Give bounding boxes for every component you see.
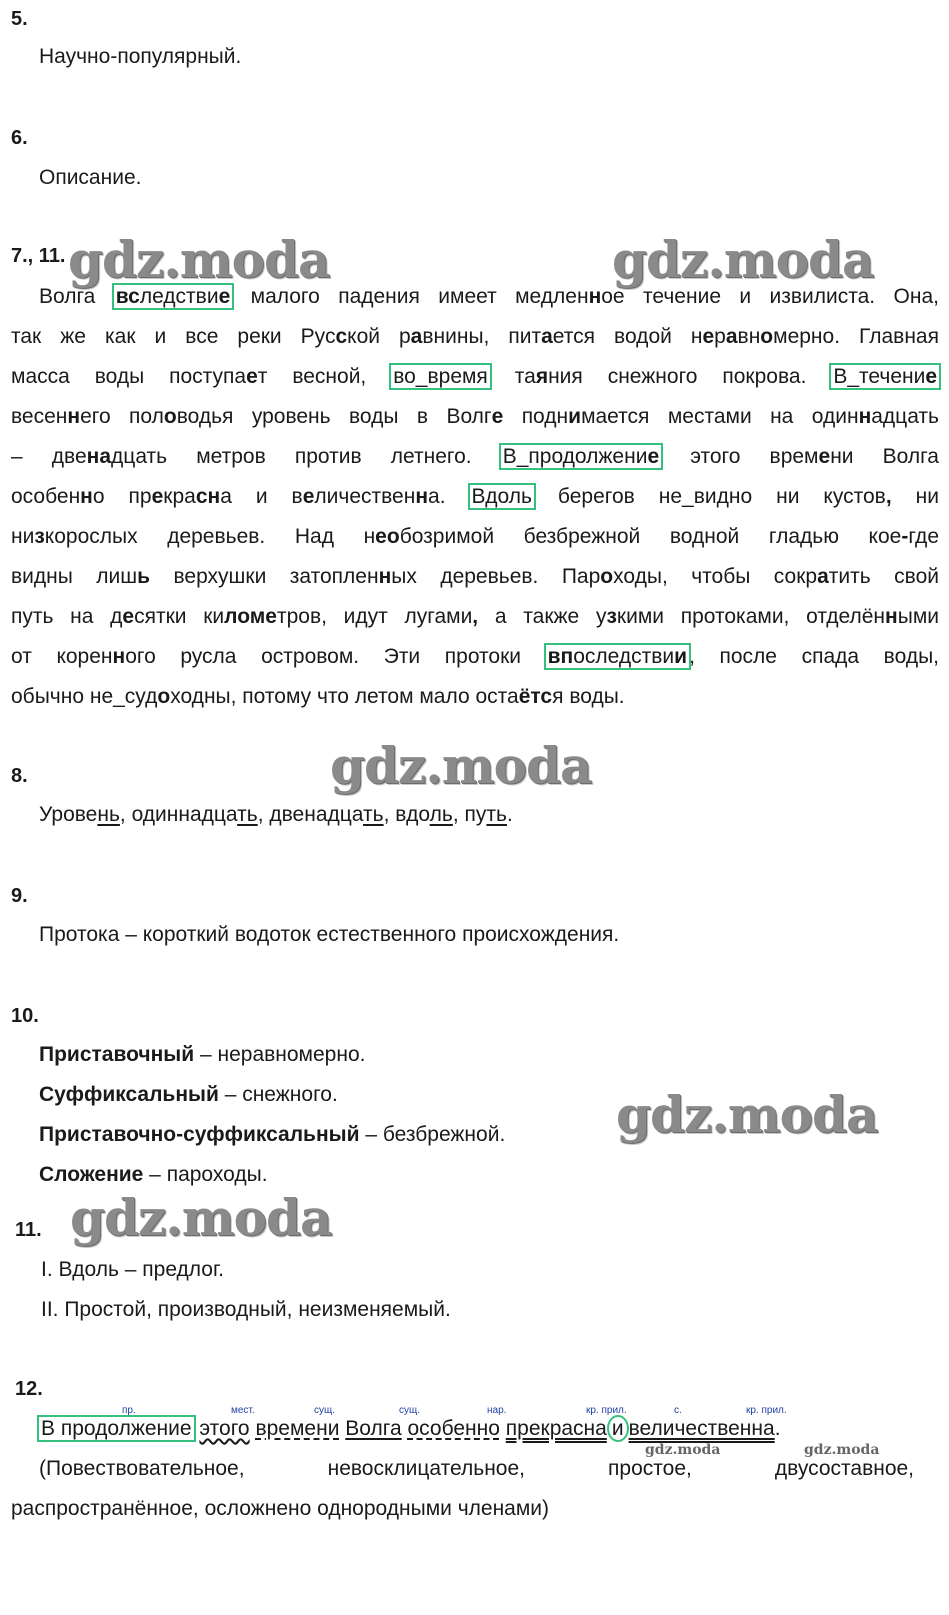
sentence-word: величественна	[628, 1417, 775, 1440]
sentence-word: В продолжение	[37, 1415, 196, 1442]
answer-6: Описание.	[39, 166, 142, 189]
sentence-12	[39, 1417, 781, 1441]
sentence-period: .	[774, 1417, 781, 1440]
pos-label: сущ.	[314, 1405, 336, 1416]
text-line: путь на десятки километров, идут лугами, а также узкими протоками, отделёнными	[11, 605, 939, 628]
watermark-small: gdz.moda	[645, 1442, 721, 1458]
text-line: видны лишь верхушки затопленных деревьев. Пароходы, чтобы сократить свой	[11, 565, 939, 588]
question-number-7-11: 7., 11.	[11, 245, 66, 267]
answer-11-line2: II. Простой, производный, неизменяемый.	[41, 1298, 451, 1321]
text-line: – двенадцать метров против летнего. В_продолжение этого времени Волга	[11, 445, 939, 468]
text-line: весеннего половодья уровень воды в Волге поднимается местами на одиннадцать	[11, 405, 939, 428]
highlighted-word: впоследствии	[544, 643, 691, 670]
text-line: от коренного русла островом. Эти протоки впоследствии, после спада воды,	[11, 645, 939, 668]
question-number-12: 12.	[15, 1378, 43, 1400]
question-number-10: 10.	[11, 1005, 39, 1027]
watermark-small: gdz.moda	[804, 1442, 880, 1458]
sentence-word: прекрасна	[505, 1417, 607, 1440]
text-line: низкорослых деревьев. Над необозримой безбрежной водной гладью кое-где	[11, 525, 939, 548]
pos-label: сущ.	[399, 1405, 421, 1416]
analysis-line-1: (Повествовательное, невосклицательное, простое, двусоставное,	[39, 1457, 915, 1480]
question-number-8: 8.	[11, 765, 28, 787]
question-number-5: 5.	[11, 8, 28, 30]
sentence-word: и	[607, 1415, 629, 1442]
highlighted-word: Вдоль	[468, 483, 536, 510]
question-number-11: 11.	[15, 1219, 42, 1241]
pos-label: с.	[674, 1405, 682, 1416]
q10-item: Суффиксальный – снежного.	[39, 1083, 338, 1106]
text-line: так же как и все реки Русской равнины, питается водой неравномерно. Главная	[11, 325, 939, 348]
sentence-word: Волга	[345, 1417, 402, 1440]
answer-9: Протока – короткий водоток естественного происхождения.	[39, 923, 620, 946]
analysis-line-2: распространённое, осложнено однородными членами)	[11, 1497, 550, 1520]
highlighted-word: В_течение	[829, 363, 941, 390]
sentence-word: этого	[199, 1417, 250, 1440]
pos-label: кр. прил.	[746, 1405, 787, 1416]
q10-item: Приставочно-суффиксальный – безбрежной.	[39, 1123, 506, 1146]
watermark: gdz.moda	[612, 230, 874, 289]
sentence-word: времени	[255, 1417, 340, 1440]
q10-item: Приставочный – неравномерно.	[39, 1043, 366, 1066]
sentence-word: особенно	[407, 1417, 500, 1440]
watermark: gdz.moda	[330, 736, 592, 795]
answer-8: Уровень, одиннадцать, двенадцать, вдоль, путь.	[39, 803, 513, 826]
answer-5: Научно-популярный.	[39, 45, 242, 68]
watermark: gdz.moda	[68, 230, 330, 289]
question-number-9: 9.	[11, 885, 28, 907]
question-number-6: 6.	[11, 127, 28, 149]
pos-label: кр. прил.	[586, 1405, 627, 1416]
text-line: особенно прекрасна и величественна. Вдоль берегов не_видно ни кустов, ни	[11, 485, 939, 508]
highlighted-word: вследствие	[112, 283, 235, 310]
text-line: масса воды поступает весной, во_время таяния снежного покрова. В_течение	[11, 362, 939, 392]
pos-label: нар.	[487, 1405, 507, 1416]
highlighted-word: В_продолжение	[499, 443, 663, 470]
pos-label: мест.	[231, 1405, 255, 1416]
q10-item: Сложение – пароходы.	[39, 1163, 268, 1186]
watermark: gdz.moda	[70, 1188, 332, 1247]
text-line: обычно не_судоходны, потому что летом мало остаётся воды.	[11, 685, 625, 708]
watermark: gdz.moda	[616, 1085, 878, 1144]
answer-11-line1: I. Вдоль – предлог.	[41, 1258, 224, 1281]
highlighted-word: во_время	[389, 363, 492, 390]
text-line: Волга вследствие малого падения имеет медленное течение и извилиста. Она,	[39, 285, 939, 308]
pos-label: пр.	[122, 1405, 136, 1416]
